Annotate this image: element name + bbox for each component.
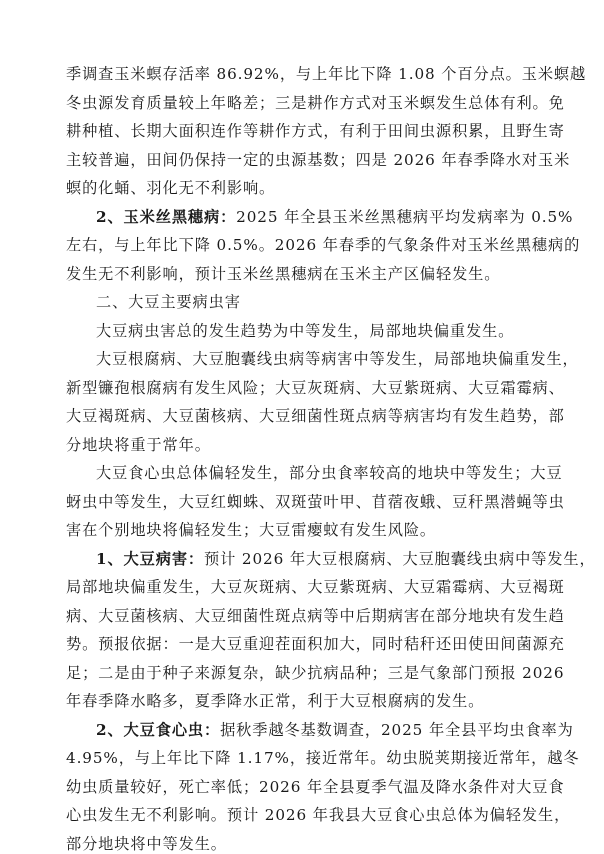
text-line: 耕种植、长期大面积连作等耕作方式，有利于田间虫源积累，且野生寄 xyxy=(66,122,565,140)
subheading-label: 2、大豆食心虫： xyxy=(96,720,221,739)
text-line: 新型镰孢根腐病有发生风险；大豆灰斑病、大豆紫斑病、大豆霜霉病、 xyxy=(66,378,565,397)
text-line: 足；二是由于种子来源复杂，缺少抗病品种；三是气象部门预报 2026 xyxy=(66,663,565,682)
subheading-text: 预计 2026 年大豆根腐病、大豆胞囊线虫病中等发生， xyxy=(204,549,596,568)
subheading-text: 2025 年全县玉米丝黑穗病平均发病率为 0.5% xyxy=(236,207,574,226)
section-heading: 二、大豆主要病虫害 xyxy=(96,293,241,311)
subheading-text: 据秋季越冬基数调查，2025 年全县平均虫食率为 xyxy=(220,720,574,739)
subheading-label: 1、大豆病害： xyxy=(96,549,204,568)
text-line: 势。预报依据：一是大豆重迎茬面积加大，同时秸秆还田使田间菌源充 xyxy=(66,635,565,653)
text-line: 部分地块将中等发生。 xyxy=(66,834,227,853)
text-line: 大豆褐斑病、大豆菌核病、大豆细菌性斑点病等病害均有发生趋势，部 xyxy=(66,407,565,425)
text-line: 害在个别地块将偏轻发生；大豆雷瘿蚊有发生风险。 xyxy=(66,521,437,539)
text-line: 局部地块偏重发生，大豆灰斑病、大豆紫斑病、大豆霜霉病、大豆褐斑 xyxy=(66,578,565,596)
text-line: 冬虫源发育质量较上年略差；三是耕作方式对玉米螟发生总体有利。免 xyxy=(66,93,565,112)
subheading-line xyxy=(96,207,574,227)
text-line: 季调查玉米螟存活率 86.92%，与上年比下降 1.08 个百分点。玉米螟越 xyxy=(66,65,587,83)
text-line: 左右，与上年比下降 0.5%。2026 年春季的气象条件对玉米丝黑穗病的 xyxy=(66,236,581,254)
text-line: 大豆根腐病、大豆胞囊线虫病等病害中等发生，局部地块偏重发生， xyxy=(96,350,579,368)
text-line: 主较普遍，田间仍保持一定的虫源基数；四是 2026 年春季降水对玉米 xyxy=(66,150,571,169)
text-line: 分地块将重于常年。 xyxy=(66,435,211,454)
text-line: 大豆病虫害总的发生趋势为中等发生，局部地块偏重发生。 xyxy=(96,321,515,340)
subheading-line xyxy=(96,720,574,740)
text-line: 大豆食心虫总体偏轻发生，部分虫食率较高的地块中等发生；大豆 xyxy=(96,464,563,482)
subheading-line xyxy=(96,549,596,569)
text-line: 蚜虫中等发生，大豆红蜘蛛、双斑萤叶甲、苜蓿夜蛾、豆秆黑潜蝇等虫 xyxy=(66,492,565,511)
text-line: 幼虫质量较好，死亡率低；2026 年全县夏季气温及降水条件对大豆食 xyxy=(66,777,565,796)
text-line: 螟的化蛹、羽化无不利影响。 xyxy=(66,179,276,197)
text-line: 发生无不利影响，预计玉米丝黑穗病在玉米主产区偏轻发生。 xyxy=(66,264,501,283)
subheading-label: 2、玉米丝黑穗病： xyxy=(96,207,237,226)
text-line: 心虫发生无不利影响。预计 2026 年我县大豆食心虫总体为偏轻发生， xyxy=(66,806,571,824)
text-line: 病、大豆菌核病、大豆细菌性斑点病等中后期病害在部分地块有发生趋 xyxy=(66,606,565,625)
text-line: 年春季降水略多，夏季降水正常，利于大豆根腐病的发生。 xyxy=(66,692,485,710)
text-line: 4.95%，与上年比下降 1.17%，接近常年。幼虫脱荚期接近常年，越冬 xyxy=(66,749,580,767)
